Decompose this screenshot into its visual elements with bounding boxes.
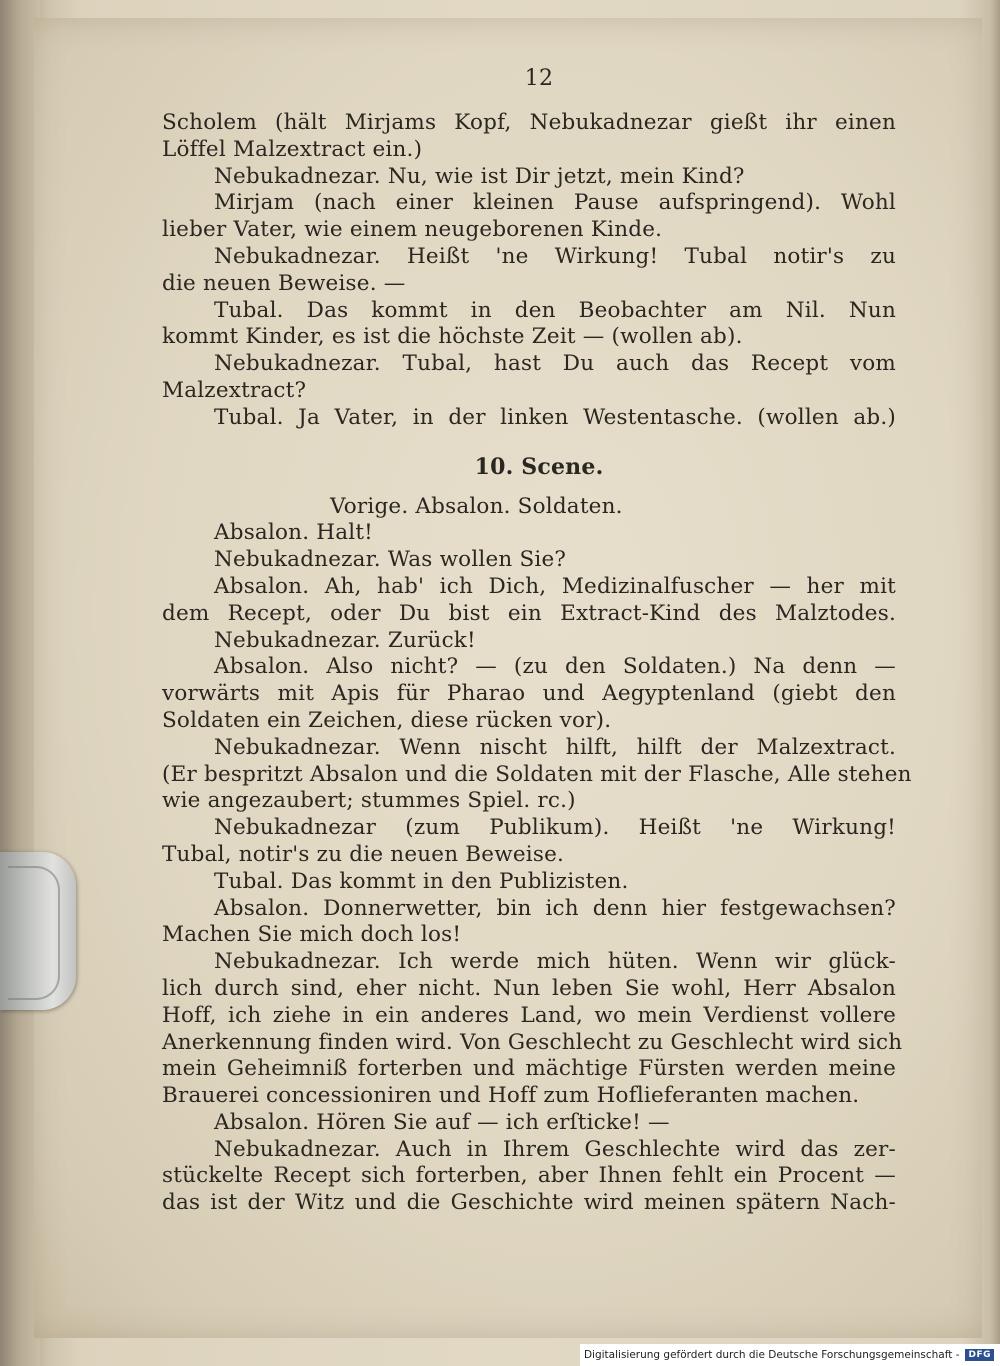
text-line: Vorige. Absalon. Soldaten. bbox=[330, 493, 623, 519]
text-line: (Er bespritzt Absalon und die Soldaten mit der Flasche, Alle stehen bbox=[162, 761, 912, 787]
text-line: Nebukadnezar. Zurück! bbox=[214, 627, 476, 653]
text-line: Brauerei concessioniren und Hoff zum Hoflieferanten machen. bbox=[162, 1083, 860, 1109]
text-line: Absalon. Also nicht? — (zu den Soldaten.) Na denn — bbox=[214, 654, 896, 680]
text-line: Soldaten ein Zeichen, diese rücken vor). bbox=[162, 707, 612, 733]
text-line: Nebukadnezar. Was wollen Sie? bbox=[214, 547, 567, 573]
text-line: Nebukadnezar. Nu, wie ist Dir jetzt, mein Kind? bbox=[214, 163, 745, 189]
page-clip-inner bbox=[8, 866, 60, 1000]
dfg-logo: DFG bbox=[965, 1349, 994, 1361]
text-line: Anerkennung finden wird. Von Geschlecht zu Geschlecht wird sich bbox=[162, 1029, 903, 1055]
text-line: Tubal. Das kommt in den Publizisten. bbox=[214, 868, 629, 894]
text-line: Tubal, notir's zu die neuen Beweise. bbox=[162, 841, 565, 867]
text-line: Absalon. Donnerwetter, bin ich denn hier festgewachsen? bbox=[214, 895, 896, 921]
text-line: kommt Kinder, es ist die höchste Zeit — (wollen ab). bbox=[162, 324, 743, 350]
text-line: Nebukadnezar. Wenn nischt hilft, hilft der Malzextract. bbox=[214, 734, 896, 760]
text-line: Nebukadnezar. Heißt 'ne Wirkung! Tubal notir's zu bbox=[214, 243, 896, 269]
text-line: Nebukadnezar (zum Publikum). Heißt 'ne Wirkung! bbox=[214, 815, 896, 841]
text-line: Nebukadnezar. Ich werde mich hüten. Wenn wir glück- bbox=[214, 949, 896, 975]
page-clip bbox=[0, 852, 76, 1010]
text-part-2 bbox=[162, 493, 912, 1218]
text-part-1 bbox=[162, 110, 896, 432]
text-line: vorwärts mit Apis für Pharao und Aegyptenland (giebt den bbox=[162, 681, 896, 707]
text-line: Malzextract? bbox=[162, 377, 307, 403]
digitization-footer bbox=[580, 1344, 1000, 1366]
text-line: Nebukadnezar. Tubal, hast Du auch das Recept vom bbox=[214, 351, 896, 377]
scene-heading: 10. Scene. bbox=[474, 453, 604, 480]
text-line: Mirjam (nach einer kleinen Pause aufspringend). Wohl bbox=[214, 190, 896, 216]
page-number: 12 bbox=[524, 66, 554, 91]
text-line: Hoff, ich ziehe in ein anderes Land, wo mein Verdienst vollere bbox=[162, 1002, 896, 1028]
text-line: Machen Sie mich doch los! bbox=[162, 922, 462, 948]
text-line: dem Recept, oder Du bist ein Extract-Kind des Malztodes. bbox=[162, 600, 896, 626]
text-line: Tubal. Ja Vater, in der linken Westentasche. (wollen ab.) bbox=[214, 404, 896, 430]
text-line: Absalon. Ah, hab' ich Dich, Medizinalfuscher — her mit bbox=[214, 573, 896, 599]
text-line: Löffel Malzextract ein.) bbox=[162, 136, 423, 162]
text-line: Scholem (hält Mirjams Kopf, Nebukadnezar gießt ihr einen bbox=[162, 110, 896, 135]
text-line: lich durch sind, eher nicht. Nun leben Sie wohl, Herr Absalon bbox=[162, 975, 896, 1001]
text-line: stückelte Recept sich forterben, aber Ihnen fehlt ein Procent — bbox=[162, 1163, 896, 1189]
text-line: Absalon. Halt! bbox=[214, 520, 374, 546]
text-line: lieber Vater, wie einem neugeborenen Kinde. bbox=[162, 217, 663, 243]
text-line: Tubal. Das kommt in den Beobachter am Nil. Nun bbox=[214, 297, 896, 323]
footer-text: Digitalisierung gefördert durch die Deutsche Forschungsgemeinschaft - bbox=[583, 1349, 960, 1361]
text-line: das ist der Witz und die Geschichte wird meinen spätern Nach- bbox=[162, 1190, 896, 1216]
text-line: mein Geheimniß forterben und mächtige Fürsten werden meine bbox=[162, 1056, 896, 1082]
page-text bbox=[162, 66, 912, 1217]
text-line: Absalon. Hören Sie auf — ich erſticke! — bbox=[214, 1109, 670, 1135]
text-line: die neuen Beweise. — bbox=[162, 270, 406, 296]
text-line: wie angezaubert; stummes Spiel. rc.) bbox=[162, 788, 576, 814]
text-line: Nebukadnezar. Auch in Ihrem Geschlechte wird das zer- bbox=[214, 1136, 896, 1162]
